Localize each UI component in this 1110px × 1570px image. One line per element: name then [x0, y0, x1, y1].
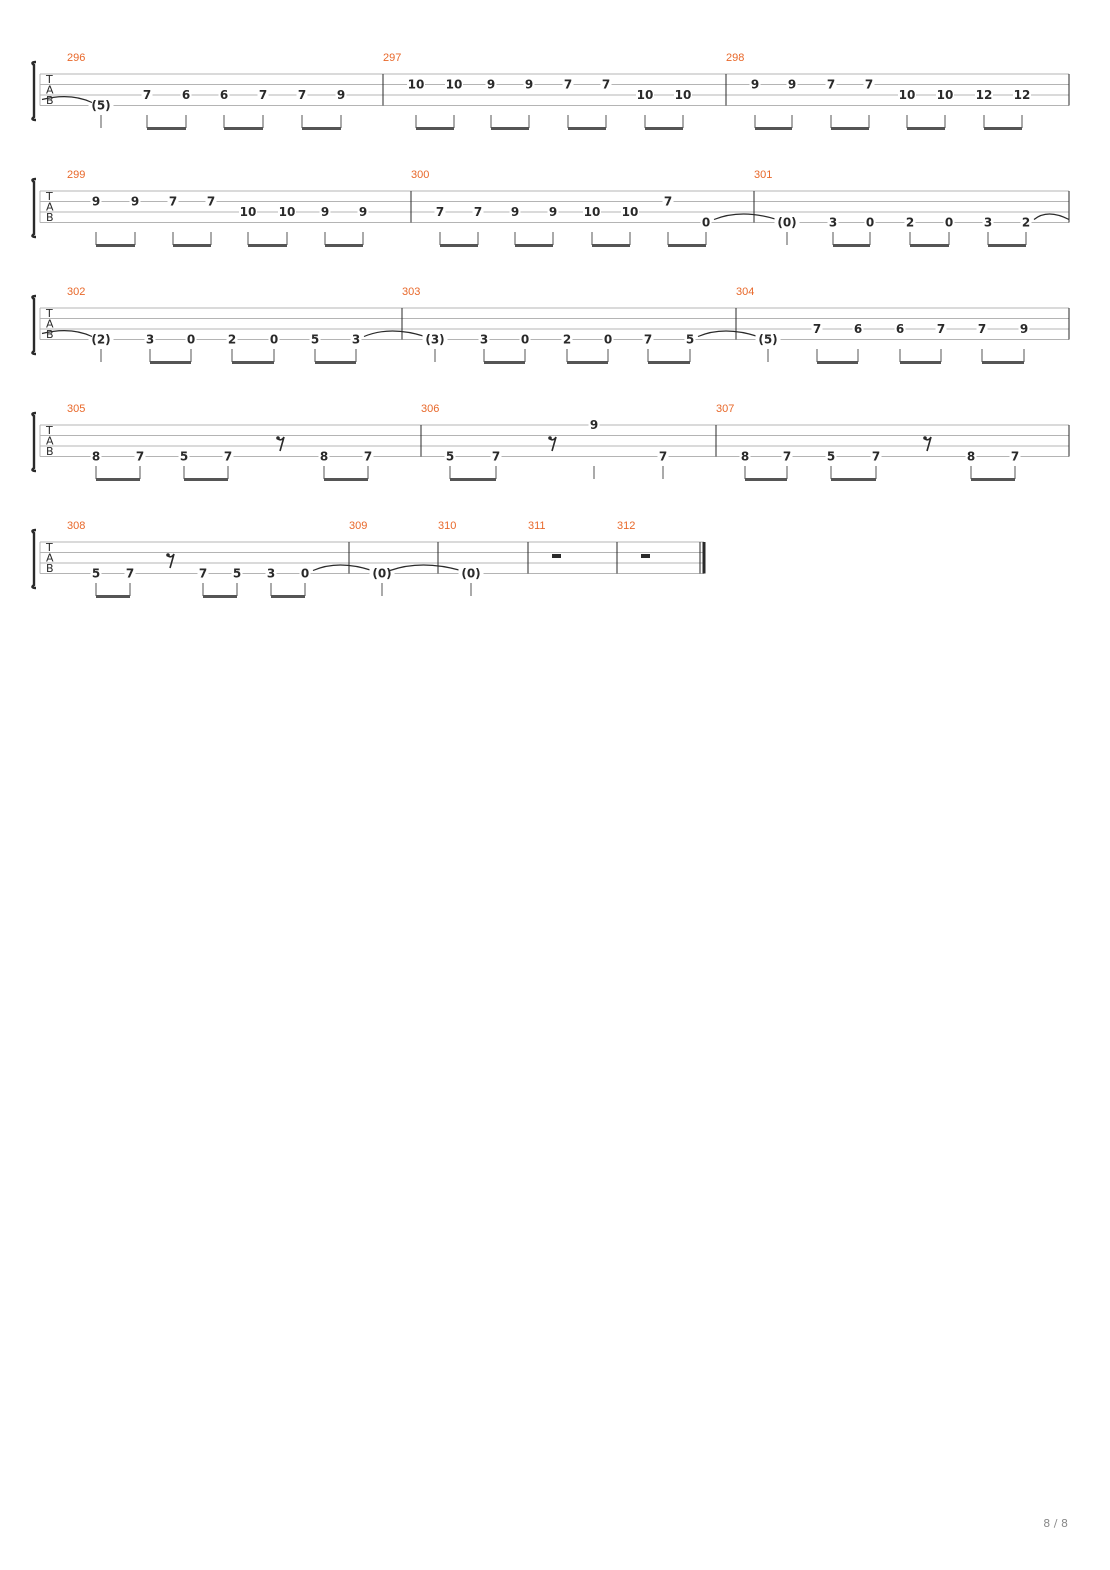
fret-number: 5 — [826, 449, 836, 464]
system-bracket — [32, 179, 36, 237]
fret-number: 8 — [319, 449, 329, 464]
page-number: 8 / 8 — [1043, 1517, 1068, 1530]
beam — [173, 244, 211, 247]
beam — [567, 361, 608, 364]
fret-number: 9 — [589, 418, 599, 432]
beam — [271, 595, 305, 598]
beam — [248, 244, 287, 247]
tab-clef-letter: A — [46, 83, 54, 97]
tab-clef-letter: A — [46, 200, 54, 214]
tie-arc — [364, 331, 425, 337]
fret-number: 0 — [186, 332, 196, 347]
beam — [817, 361, 858, 364]
tab-clef-letter: B — [46, 211, 54, 224]
beam — [833, 244, 870, 247]
fret-number: 7 — [491, 449, 501, 464]
fret-number: 7 — [826, 77, 836, 92]
tab-system — [32, 520, 704, 598]
beam — [971, 478, 1015, 481]
tie-arc — [1034, 214, 1069, 220]
beam — [988, 244, 1026, 247]
tab-system — [32, 403, 1069, 481]
measure — [67, 169, 369, 247]
beam — [96, 478, 140, 481]
fret-number: 12 — [975, 88, 993, 102]
fret-number: 8 — [740, 449, 750, 464]
bar-number: 304 — [736, 286, 755, 298]
bar-number: 308 — [67, 520, 86, 532]
beam — [184, 478, 228, 481]
fret-number: (2) — [91, 332, 111, 347]
fret-number: 10 — [674, 88, 692, 102]
bar-number: 303 — [402, 286, 421, 298]
fret-number: 9 — [130, 194, 140, 209]
tab-clef-letter: A — [46, 317, 54, 331]
fret-number: 7 — [258, 88, 268, 102]
system-bracket — [32, 530, 36, 588]
tab-clef-letter: B — [46, 328, 54, 341]
beam — [491, 127, 529, 130]
fret-number: 10 — [898, 88, 916, 102]
beam — [150, 361, 191, 364]
tab-clef-letter: T — [46, 424, 53, 437]
fret-number: (0) — [372, 566, 392, 581]
beam — [984, 127, 1022, 130]
fret-number: 7 — [363, 449, 373, 464]
fret-number: 9 — [91, 194, 101, 209]
measure — [67, 520, 372, 598]
tab-clef-letter: B — [46, 445, 54, 458]
fret-number: 9 — [750, 77, 760, 92]
tab-clef-letter: B — [46, 562, 54, 575]
fret-number: 0 — [944, 215, 954, 230]
measure — [421, 403, 669, 481]
beam — [315, 361, 356, 364]
bar-number: 306 — [421, 403, 440, 415]
fret-number: 10 — [621, 205, 639, 219]
bar-number: 297 — [383, 52, 402, 64]
bar-number: 301 — [754, 169, 773, 181]
system-bracket — [32, 296, 36, 354]
fret-number: 10 — [583, 205, 601, 219]
bar-number: 296 — [67, 52, 86, 64]
fret-number: 9 — [510, 205, 520, 219]
fret-number: 9 — [336, 88, 346, 102]
measure — [438, 520, 484, 596]
beam — [515, 244, 553, 247]
measure — [716, 403, 1021, 481]
beam — [224, 127, 263, 130]
fret-number: 6 — [219, 88, 229, 102]
fret-number: 8 — [966, 449, 976, 464]
fret-number: 7 — [977, 322, 987, 336]
fret-number: 7 — [812, 322, 822, 336]
eighth-rest-dot — [923, 436, 927, 440]
fret-number: 9 — [548, 205, 558, 219]
beam — [831, 127, 869, 130]
beam — [592, 244, 630, 247]
beam — [831, 478, 876, 481]
beam — [324, 478, 368, 481]
fret-number: 0 — [865, 215, 875, 230]
fret-number: 3 — [983, 215, 993, 230]
fret-number: 7 — [936, 322, 946, 336]
system-bracket — [32, 62, 36, 120]
fret-number: 9 — [787, 77, 797, 92]
fret-number: (0) — [777, 215, 797, 230]
fret-number: 10 — [239, 205, 257, 219]
beam — [982, 361, 1024, 364]
measure — [42, 286, 425, 364]
beam — [648, 361, 690, 364]
bar-number: 302 — [67, 286, 86, 298]
fret-number: 7 — [223, 449, 233, 464]
bar-number: 305 — [67, 403, 86, 415]
eighth-rest-dot — [548, 436, 552, 440]
fret-number: 7 — [601, 77, 611, 92]
fret-number: 7 — [782, 449, 792, 464]
fret-number: 7 — [643, 332, 653, 347]
beam — [645, 127, 683, 130]
bar-number: 307 — [716, 403, 735, 415]
tie-arc — [714, 214, 777, 220]
measure — [402, 286, 758, 364]
fret-number: 7 — [473, 205, 483, 219]
eighth-rest-dot — [276, 436, 280, 440]
eighth-rest-dot — [166, 553, 170, 557]
measure — [754, 169, 1069, 247]
fret-number: 6 — [181, 88, 191, 102]
fret-number: 10 — [636, 88, 654, 102]
fret-number: 7 — [198, 566, 208, 581]
bar-number: 299 — [67, 169, 86, 181]
fret-number: 3 — [479, 332, 489, 347]
measure — [67, 403, 374, 481]
fret-number: 5 — [232, 566, 242, 581]
measure — [736, 286, 1030, 364]
beam — [668, 244, 706, 247]
fret-number: 12 — [1013, 88, 1031, 102]
fret-number: 6 — [853, 322, 863, 336]
tab-system — [32, 169, 1069, 247]
beam — [745, 478, 787, 481]
fret-number: 2 — [562, 332, 572, 347]
bar-number: 309 — [349, 520, 368, 532]
tie-arc — [390, 565, 461, 571]
beam — [568, 127, 606, 130]
fret-number: 9 — [524, 77, 534, 92]
fret-number: 7 — [125, 566, 135, 581]
beam — [907, 127, 945, 130]
fret-number: 7 — [1010, 449, 1020, 464]
fret-number: 7 — [206, 194, 216, 209]
fret-number: (5) — [758, 332, 778, 347]
fret-number: 7 — [297, 88, 307, 102]
measure — [383, 52, 692, 130]
bar-number: 310 — [438, 520, 457, 532]
whole-rest — [552, 554, 561, 558]
beam — [900, 361, 941, 364]
beam — [96, 595, 130, 598]
fret-number: (5) — [91, 98, 111, 113]
fret-number: 0 — [269, 332, 279, 347]
fret-number: 0 — [701, 215, 711, 230]
bar-number: 298 — [726, 52, 745, 64]
fret-number: 5 — [91, 566, 101, 581]
system-bracket — [32, 413, 36, 471]
beam — [232, 361, 274, 364]
bar-number: 300 — [411, 169, 430, 181]
fret-number: 5 — [179, 449, 189, 464]
fret-number: 7 — [663, 194, 673, 209]
fret-number: 0 — [603, 332, 613, 347]
beam — [147, 127, 186, 130]
tab-system — [32, 52, 1069, 130]
tab-clef-letter: B — [46, 94, 54, 107]
bar-number: 312 — [617, 520, 636, 532]
beam — [203, 595, 237, 598]
bar-number: 311 — [528, 520, 546, 532]
fret-number: 7 — [563, 77, 573, 92]
fret-number: 10 — [407, 77, 425, 92]
beam — [96, 244, 135, 247]
fret-number: 5 — [310, 332, 320, 347]
fret-number: 9 — [358, 205, 368, 219]
fret-number: 7 — [135, 449, 145, 464]
fret-number: 3 — [266, 566, 276, 581]
beam — [450, 478, 496, 481]
tab-clef-letter: T — [46, 73, 53, 86]
fret-number: 3 — [145, 332, 155, 347]
fret-number: 6 — [895, 322, 905, 336]
fret-number: 9 — [486, 77, 496, 92]
beam — [755, 127, 792, 130]
fret-number: (3) — [425, 332, 445, 347]
fret-number: (0) — [461, 566, 481, 581]
fret-number: 2 — [227, 332, 237, 347]
tie-arc — [313, 565, 372, 571]
fret-number: 3 — [351, 332, 361, 347]
fret-number: 7 — [142, 88, 152, 102]
fret-number: 7 — [864, 77, 874, 92]
beam — [440, 244, 478, 247]
fret-number: 5 — [445, 449, 455, 464]
fret-number: 7 — [435, 205, 445, 219]
tab-clef-letter: A — [46, 434, 54, 448]
measure — [42, 52, 347, 130]
fret-number: 9 — [320, 205, 330, 219]
beam — [484, 361, 525, 364]
fret-number: 5 — [685, 332, 695, 347]
fret-number: 7 — [658, 449, 668, 464]
measure — [411, 169, 777, 247]
measure — [726, 52, 1031, 130]
beam — [325, 244, 363, 247]
beam — [302, 127, 341, 130]
fret-number: 2 — [905, 215, 915, 230]
fret-number: 2 — [1021, 215, 1031, 230]
tab-clef-letter: T — [46, 190, 53, 203]
fret-number: 10 — [936, 88, 954, 102]
fret-number: 10 — [278, 205, 296, 219]
fret-number: 10 — [445, 77, 463, 92]
fret-number: 0 — [520, 332, 530, 347]
fret-number: 7 — [871, 449, 881, 464]
tab-clef-letter: A — [46, 551, 54, 565]
fret-number: 9 — [1019, 322, 1029, 336]
fret-number: 0 — [300, 566, 310, 581]
fret-number: 3 — [828, 215, 838, 230]
fret-number: 8 — [91, 449, 101, 464]
tab-clef-letter: T — [46, 541, 53, 554]
tab-system — [32, 286, 1069, 364]
beam — [910, 244, 949, 247]
tab-clef-letter: T — [46, 307, 53, 320]
fret-number: 7 — [168, 194, 178, 209]
whole-rest — [641, 554, 650, 558]
tie-arc — [698, 331, 758, 337]
beam — [416, 127, 454, 130]
